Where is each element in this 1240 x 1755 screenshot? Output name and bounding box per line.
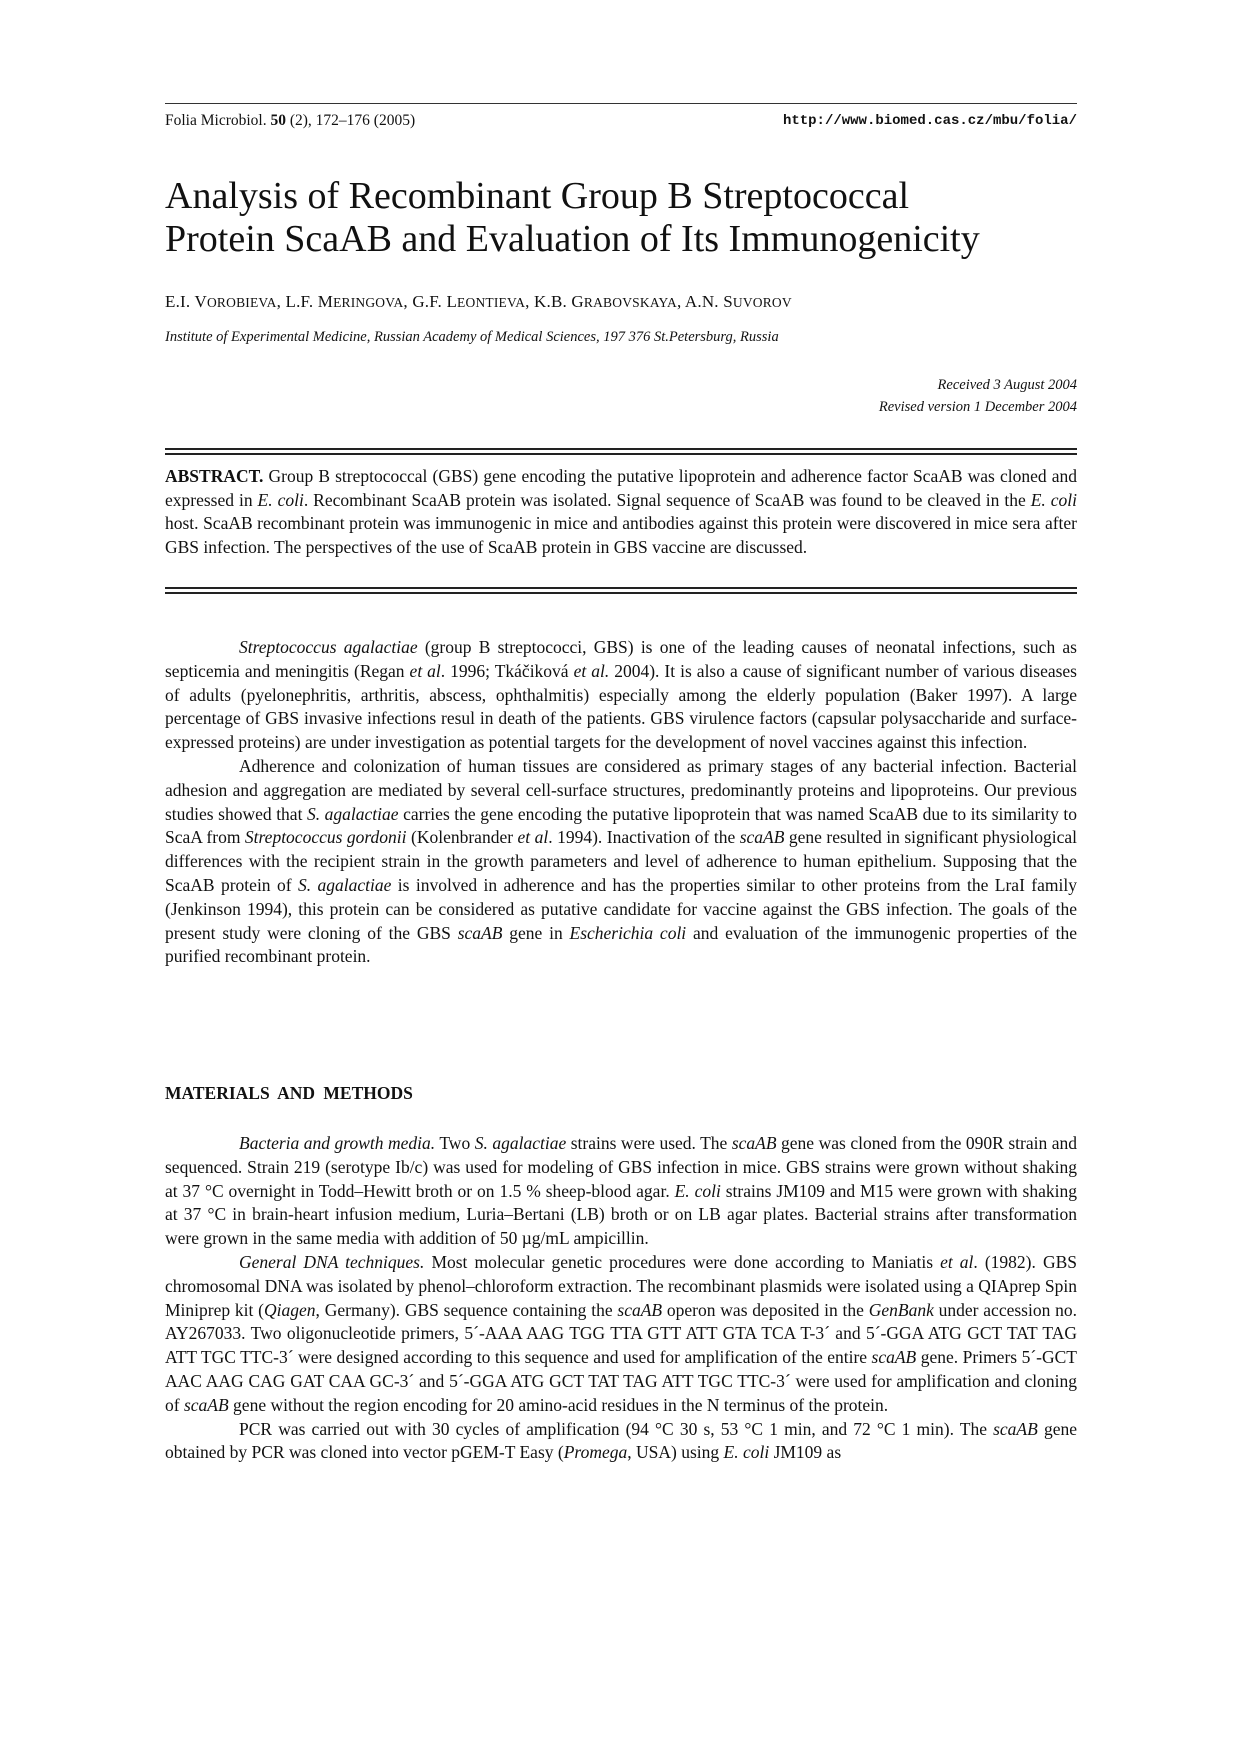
citation-pages: (2), 172–176 (2005) [285,112,416,129]
methods [165,1132,1077,1465]
abstract: ABSTRACT. Group B streptococcal (GBS) gene encoding the putative lipoprotein and adherence factor ScaAB was cloned and expressed in E. coli. Recombinant ScaAB protein was isolated. Signal sequence of ScaAB was found to be cleaved in the E. coli host. ScaAB recombinant protein was immunogenic in mice and antibodies against this protein were discovered in mice sera after GBS infection. The perspectives of the use of ScaAB protein in GBS vaccine are discussed. [165,466,1077,557]
citation-volume: 50 [270,112,286,129]
title-line-1: Analysis of Recombinant Group B Streptococcal [165,175,910,217]
author: A.N. SUVOROV [684,292,792,311]
journal-citation [165,112,415,130]
intro-paragraph-2: Adherence and colonization of human tissues are considered as primary stages of any bacterial infection. Bacterial adhesion and aggregation are mediated by several cell-surface structures, predominantly proteins and lipoproteins. Our previous studies showed that S. agalactiae carries the gene encoding the putative lipoprotein that was named ScaAB due to its similarity to ScaA from Streptococcus gordonii (Kolenbrander et al. 1994). Inactivation of the scaAB gene resulted in significant physiological differences with the recipient strain in the growth parameters and level of adherence to human epithelium. Supposing that the ScaAB protein of S. agalactiae is involved in adherence and has the properties similar to other proteins from the LraI family (Jenkinson 1994), this protein can be considered as putative candidate for vaccine against the GBS infection. The goals of the present study were cloning of the GBS scaAB gene in Escherichia coli and evaluation of the immunogenic properties of the purified recombinant protein. [165,755,1078,967]
methods-paragraph-1: Bacteria and growth media. Two S. agalactiae strains were used. The scaAB gene was cloned from the 090R strain and sequenced. Strain 219 (serotype Ib/c) was used for modeling of GBS infection in mice. GBS strains were grown without shaking at 37 °C overnight in Todd–Hewitt broth or on 1.5 % sheep-blood agar. E. coli strains JM109 and M15 were grown with shaking at 37 °C in brain-heart infusion medium, Luria–Bertani (LB) broth or on LB agar plates. Bacterial strains after transformation were grown in the same media with addition of 50 µg/mL ampicillin. [165,1133,1078,1249]
title-line-2: Protein ScaAB and Evaluation of Its Immunogenicity [165,218,980,260]
article-title [165,175,1077,261]
abstract-label: ABSTRACT. [165,466,264,486]
received-date: Received 3 August 2004 [937,377,1077,393]
affiliation: Institute of Experimental Medicine, Russian Academy of Medical Sciences, 197 376 St.Petersburg, Russia [165,329,779,345]
author: E.I. VOROBIEVA, [165,292,286,311]
section-heading: MATERIALS AND METHODS [165,1083,413,1103]
header-rule [165,103,1077,104]
journal-url[interactable]: http://www.biomed.cas.cz/mbu/folia/ [782,113,1077,129]
methods-paragraph-2: General DNA techniques. Most molecular genetic procedures were done according to Maniatis et al. (1982). GBS chromosomal DNA was isolated by phenol–chloroform extraction. The recombinant plasmids were isolated using a QIAprep Spin Miniprep kit (Qiagen, Germany). GBS sequence containing the scaAB operon was deposited in the GenBank under accession no. AY267033. Two oligonucleotide primers, 5´-AAA AAG TGG TTA GTT ATT GTA TCA T-3´ and 5´-GGA ATG GCT TAT TAG ATT TGC TTC-3´ were designed according to this sequence and used for amplification of the entire scaAB gene. Primers 5´-GCT AAC AAG CAG GAT CAA GC-3´ and 5´-GGA ATG GCT TAT TAG ATT TGC TTC-3´ were used for amplification and cloning of scaAB gene without the region encoding for 20 amino-acid residues in the N terminus of the protein. [165,1251,1077,1415]
introduction [165,636,1077,969]
author-list [165,292,792,312]
author: K.B. GRABOVSKAYA, [534,292,685,311]
revised-date: Revised version 1 December 2004 [878,399,1077,415]
abstract-top-rule [165,448,1077,455]
intro-paragraph-1: Streptococcus agalactiae (group B streptococci, GBS) is one of the leading causes of neonatal infections, such as septicemia and meningitis (Regan et al. 1996; Tkáčiková et al. 2004). It is also a cause of significant number of various diseases of adults (pyelonephritis, arthritis, abscess, ophthalmitis) especially among the elderly population (Baker 1997). A large percentage of GBS invasive infections resul in death of the patients. GBS virulence factors (capsular polysaccharide and surface-expressed proteins) are under investigation as potential targets for the development of novel vaccines against this infection. [165,637,1077,753]
author: G.F. LEONTIEVA, [412,292,535,311]
article-dates [879,374,1077,418]
methods-paragraph-3: PCR was carried out with 30 cycles of amplification (94 °C 30 s, 53 °C 1 min, and 72 °C 1 min). The scaAB gene obtained by PCR was cloned into vector pGEM-T Easy (Promega, USA) using E. coli JM109 as [165,1418,1077,1463]
author: L.F. MERINGOVA, [285,292,413,311]
citation-journal: Folia Microbiol. [165,112,271,129]
abstract-bottom-rule [165,587,1077,594]
